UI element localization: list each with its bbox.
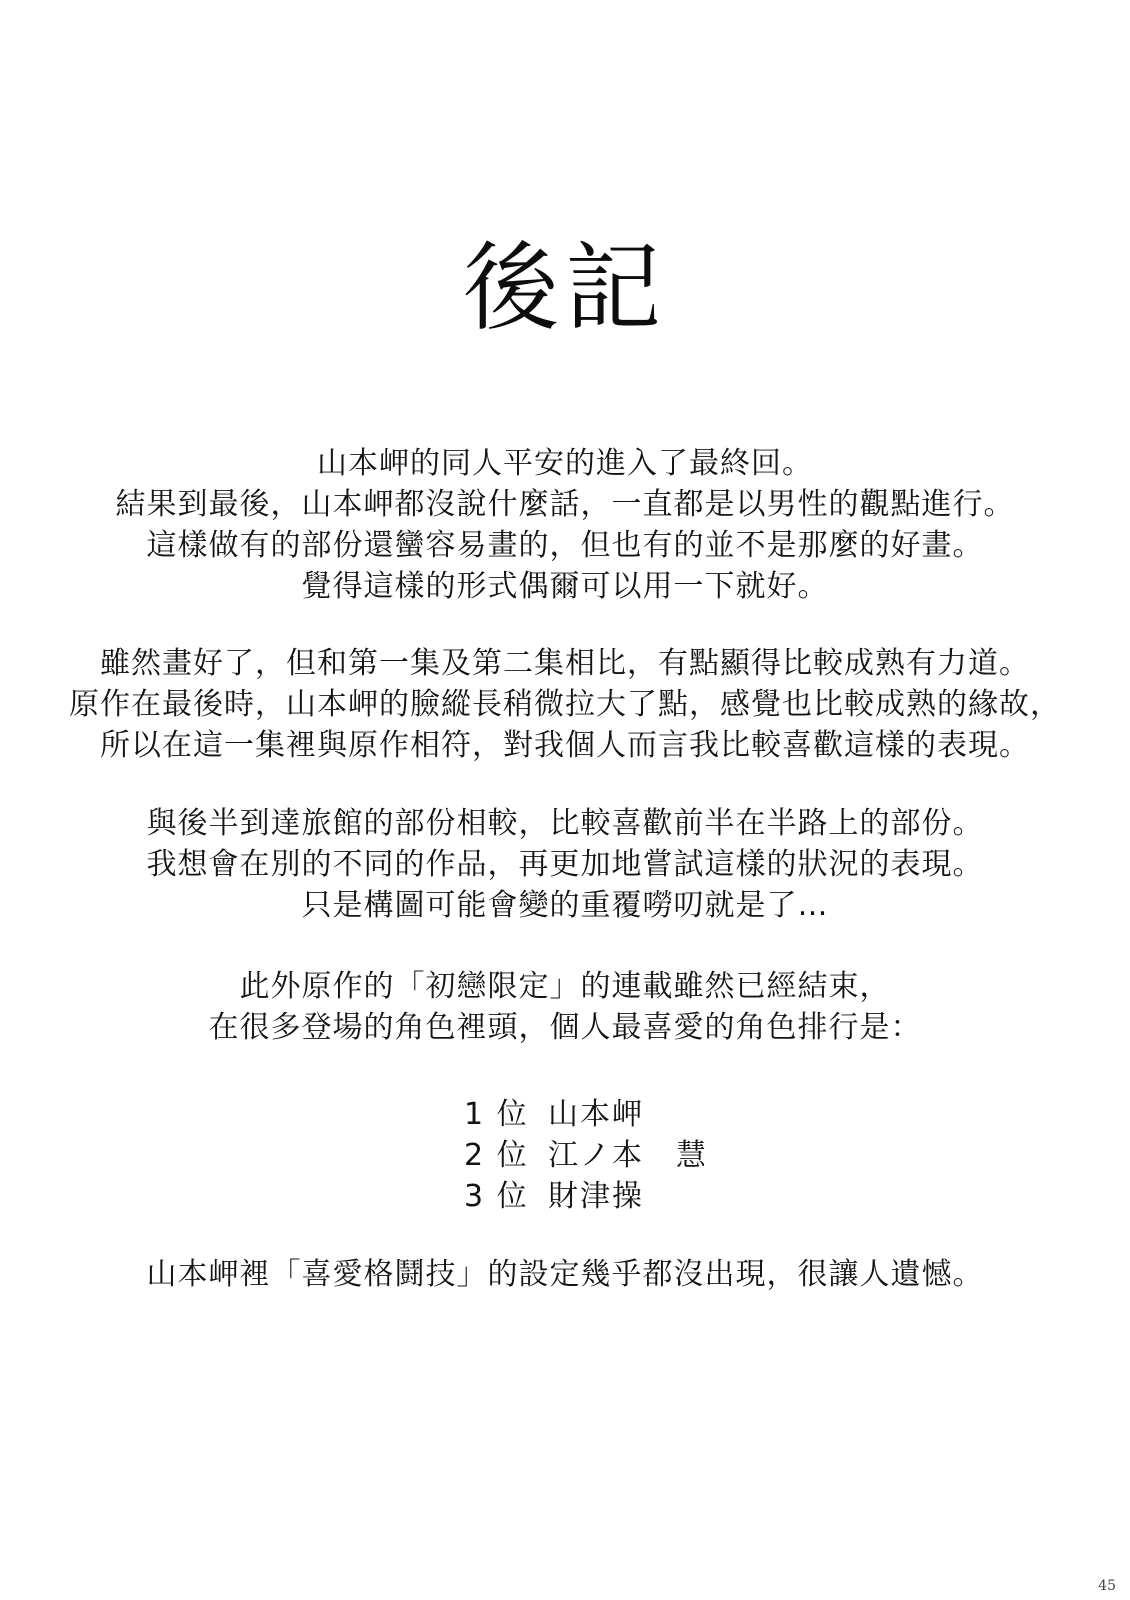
- text-line: 山本岬裡「喜愛格鬪技」的設定幾乎都沒出現，很讓人遺憾。: [146, 1257, 984, 1292]
- text-line: 所以在這一集裡與原作相符，對我個人而言我比較喜歡這樣的表現。: [100, 728, 1030, 763]
- paragraph-ranking-intro: [0, 966, 1130, 1048]
- ranking-character-name: 財津操: [548, 1179, 644, 1214]
- character-ranking-list: [464, 1094, 764, 1217]
- text-line: 與後半到達旅館的部份相較，比較喜歡前半在半路上的部份。: [146, 806, 984, 841]
- text-line: 結果到最後，山本岬都沒說什麼話，一直都是以男性的觀點進行。: [115, 487, 1015, 522]
- paragraph-intro: [0, 443, 1130, 607]
- paragraph-favorite-part: [0, 803, 1130, 926]
- ranking-item: [464, 1135, 764, 1176]
- ranking-item: [464, 1094, 764, 1135]
- ranking-character-name: 江ノ本 慧: [548, 1138, 708, 1173]
- ranking-character-name: 山本岬: [548, 1097, 644, 1132]
- ranking-position: 1 位: [464, 1097, 529, 1132]
- text-line: 只是構圖可能會變的重覆嘮叨就是了…: [301, 888, 829, 923]
- text-line: 此外原作的「初戀限定」的連載雖然已經結束，: [239, 969, 891, 1004]
- text-line: 原作在最後時，山本岬的臉縱長稍微拉大了點，感覺也比較成熟的緣故，: [69, 687, 1061, 722]
- text-line: 覺得這樣的形式偶爾可以用一下就好。: [301, 569, 829, 604]
- text-line: 山本岬的同人平安的進入了最終回。: [317, 446, 813, 481]
- paragraph-closing: [0, 1254, 1130, 1295]
- text-line: 我想會在別的不同的作品，再更加地嘗試這樣的狀況的表現。: [146, 847, 984, 882]
- text-line: 雖然畫好了，但和第一集及第二集相比，有點顯得比較成熟有力道。: [100, 646, 1030, 681]
- page-title: 後記: [463, 232, 667, 344]
- text-line: 在很多登場的角色裡頭，個人最喜愛的角色排行是：: [208, 1010, 922, 1045]
- ranking-position: 3 位: [464, 1179, 529, 1214]
- page-number: 45: [1098, 1578, 1116, 1594]
- ranking-item: [464, 1176, 764, 1217]
- paragraph-comparison: [0, 643, 1130, 766]
- text-line: 這樣做有的部份還蠻容易畫的，但也有的並不是那麼的好畫。: [146, 528, 984, 563]
- ranking-position: 2 位: [464, 1138, 529, 1173]
